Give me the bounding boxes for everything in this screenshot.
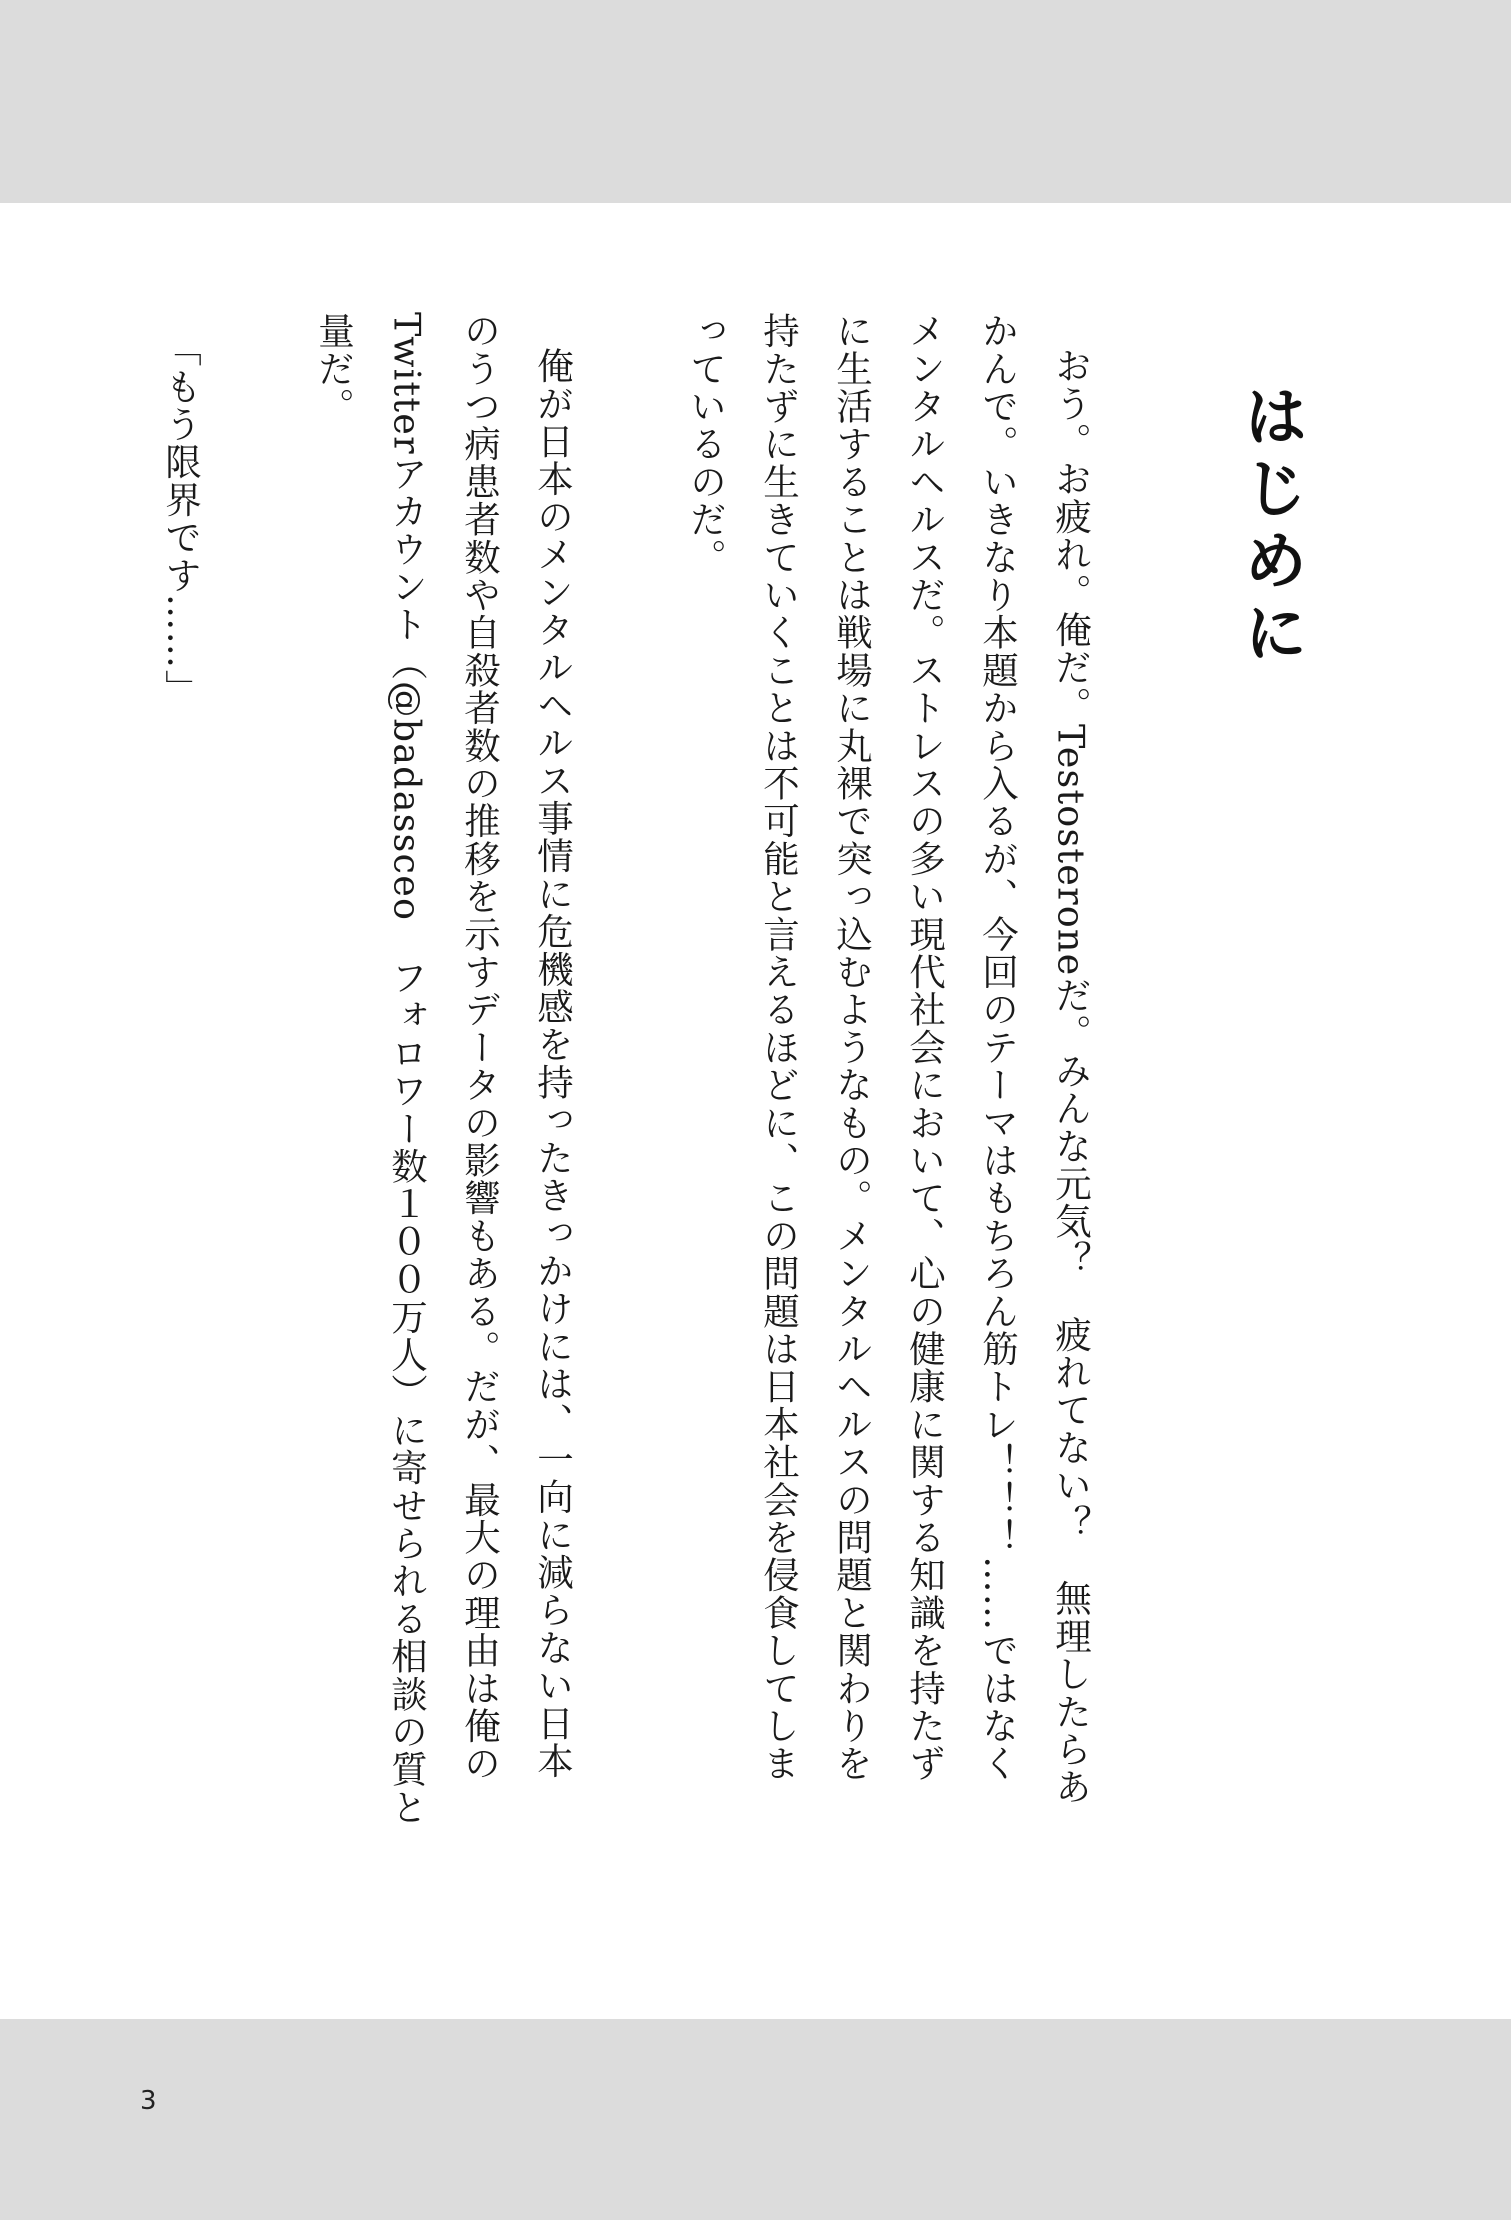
body-line-7: 俺が日本のメンタルヘルス事情に危機感を持ったきっかけには、一向に減らない日本 [531,347,575,1780]
top-margin-band [0,0,1511,203]
bottom-margin-band [0,2019,1511,2220]
body-line-9: Twitterアカウント（@badassceo フォロワー数１００万人）に寄せられる相談の質と [385,312,429,1826]
body-line-5: 持たずに生きていくことは不可能と言えるほどに、この問題は日本社会を侵食してしま [757,312,801,1783]
body-line-1: おう。お疲れ。俺だ。Testosteroneだ。みんな元気？ 疲れてない？ 無理したらあ [1049,347,1093,1806]
body-line-10: 量だ。 [312,312,356,426]
page-number: 3 [140,2086,157,2116]
body-line-6: っているのだ。 [684,312,728,576]
body-line-3: メンタルヘルスだ。ストレスの多い現代社会において、心の健康に関する知識を持たず [903,312,947,1783]
body-line-4: に生活することは戦場に丸裸で突っ込むようなもの。メンタルヘルスの問題と関わりを [830,312,874,1783]
body-line-2: かんで。いきなり本題から入るが、今回のテーマはもちろん筋トレ！！！……ではなく [976,312,1020,1783]
chapter-title: はじめに [1233,383,1307,671]
body-line-11: 「もう限界です……」 [159,330,203,707]
body-line-8: のうつ病患者数や自殺者数の推移を示すデータの影響もある。だが、最大の理由は俺の [458,312,502,1783]
